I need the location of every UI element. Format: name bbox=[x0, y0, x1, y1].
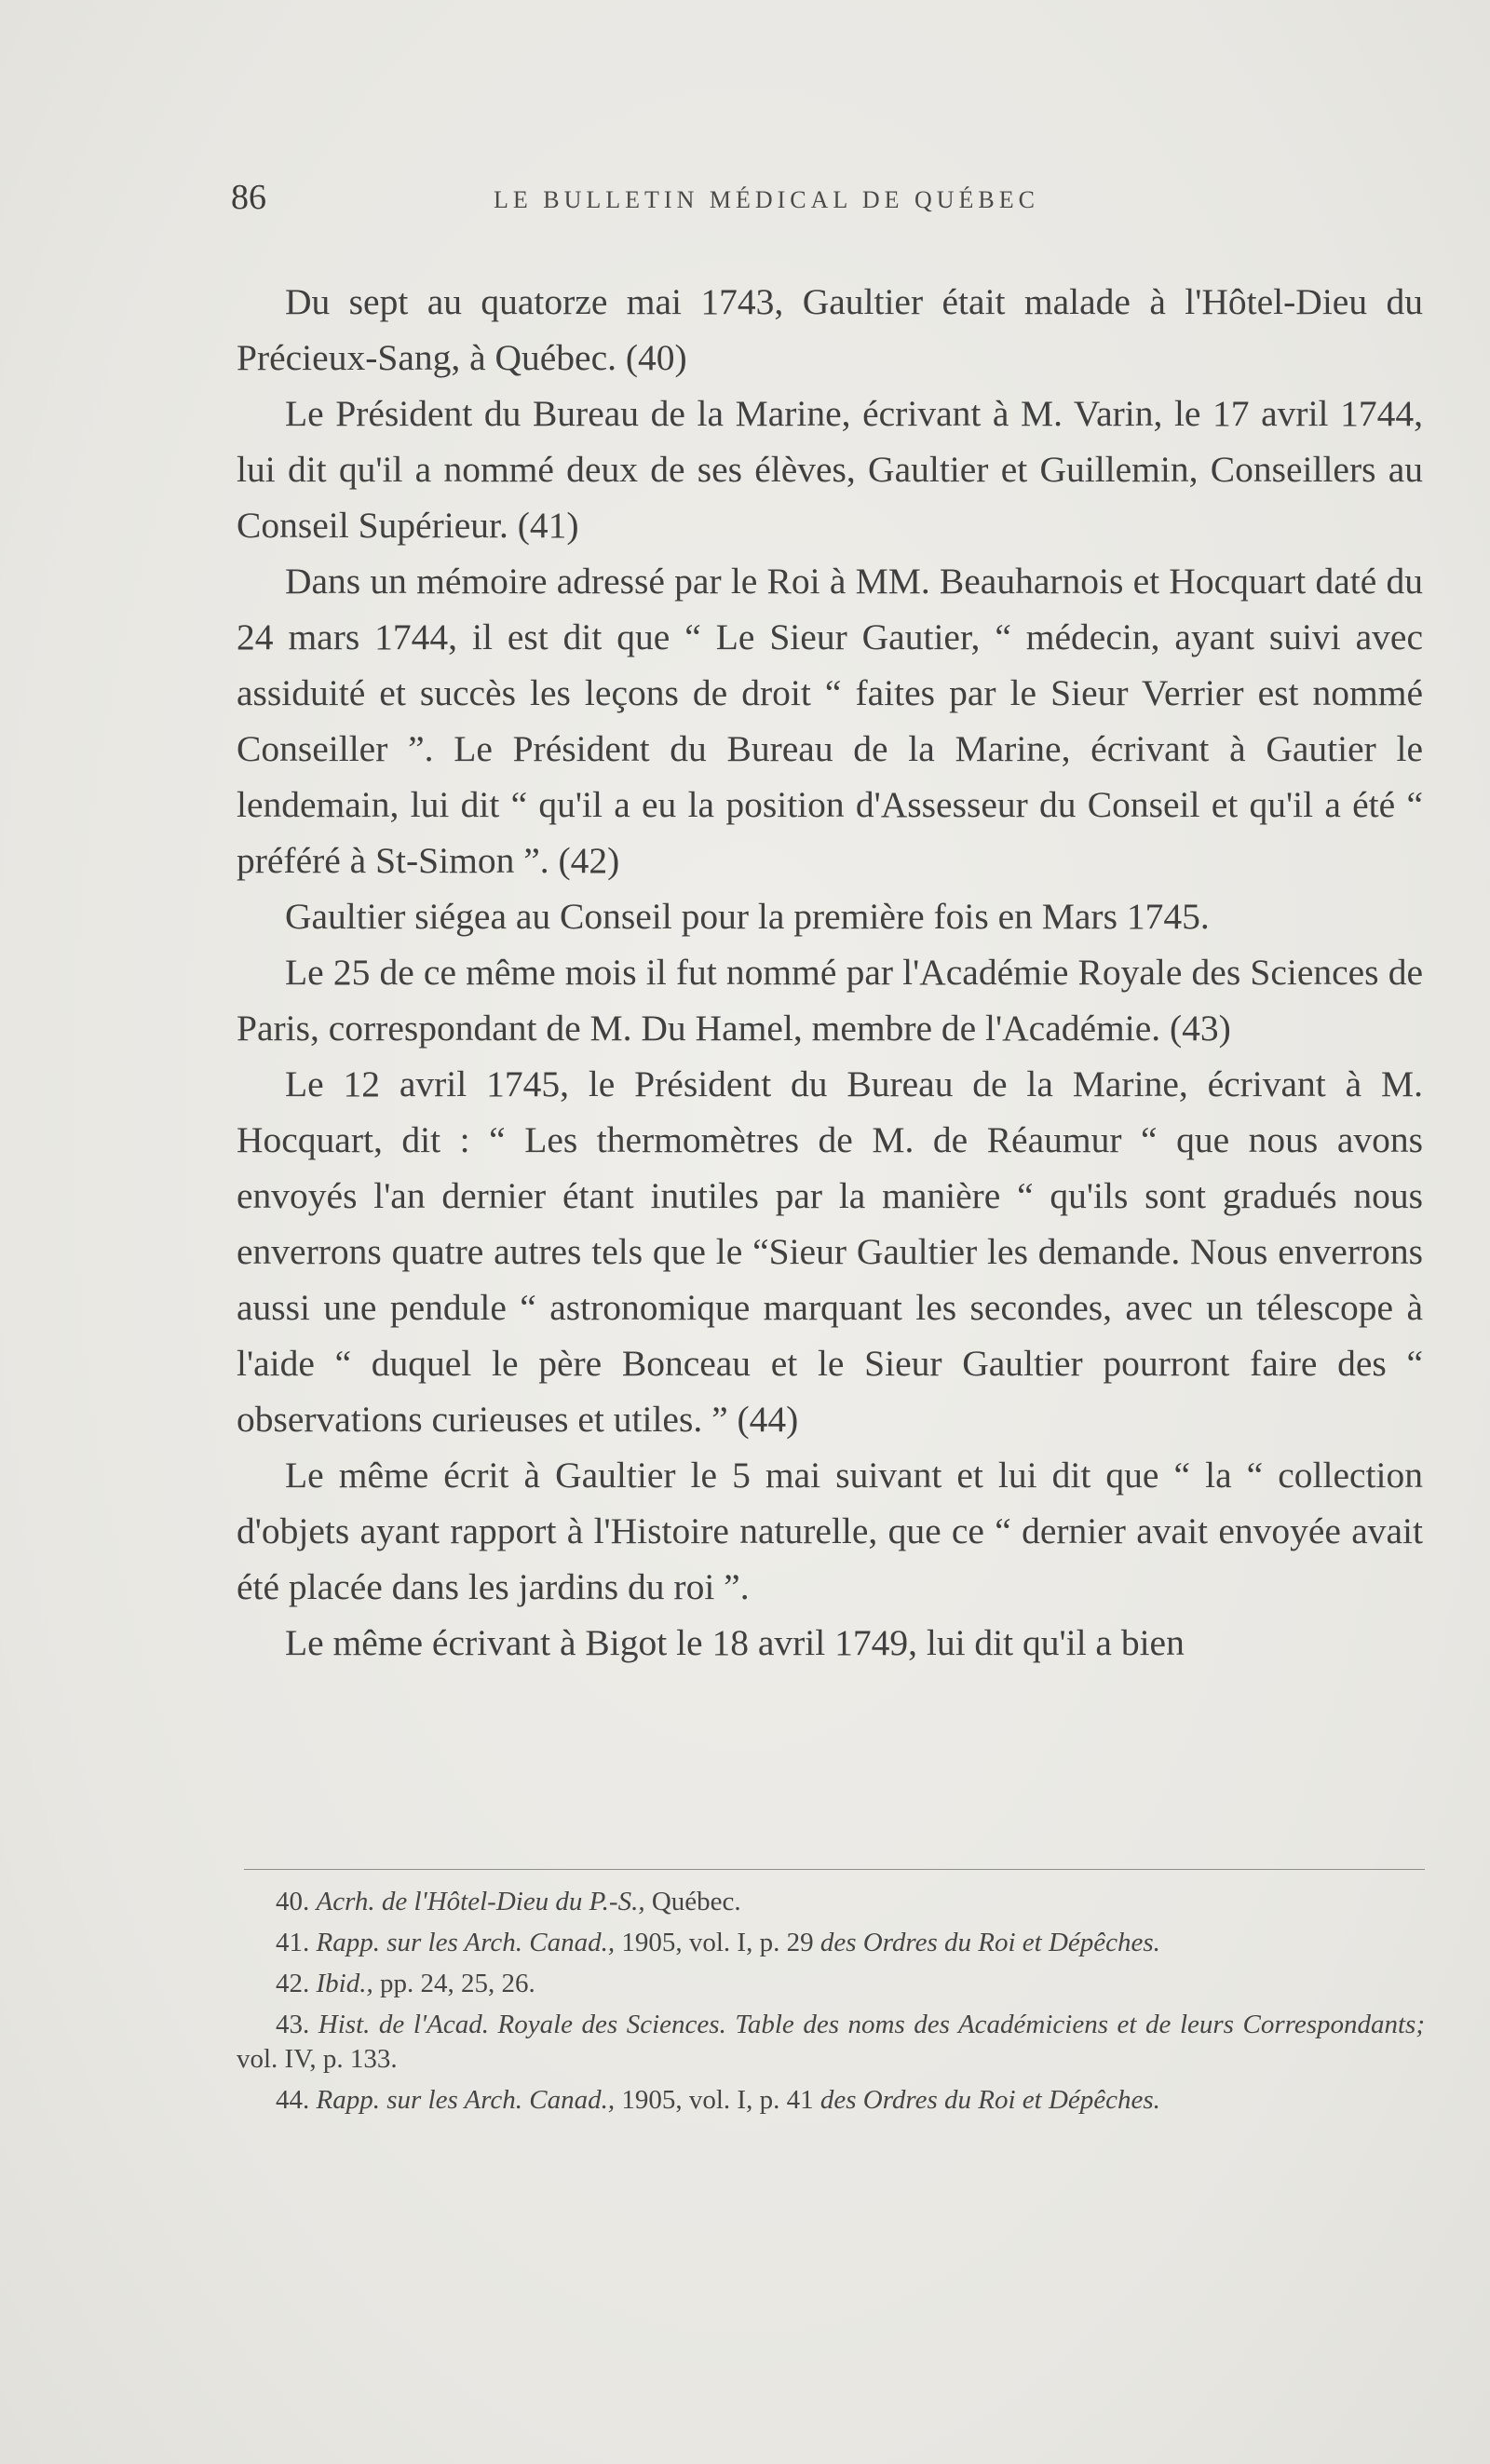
footnote-number: 42. bbox=[276, 1969, 310, 1998]
journal-title: LE BULLETIN MÉDICAL DE QUÉBEC bbox=[494, 186, 1039, 213]
paragraph: Le même écrivant à Bigot le 18 avril 1749, lui dit qu'il a bien bbox=[285, 1622, 1185, 1663]
body-text bbox=[237, 274, 1423, 1671]
footnote-source: Acrh. de l'Hôtel-Dieu du P.-S., bbox=[316, 1887, 645, 1916]
footnote-detail: 1905, vol. I, p. 41 bbox=[615, 2085, 820, 2115]
footnotes bbox=[237, 1885, 1425, 2124]
footnote-43 bbox=[237, 2008, 1425, 2077]
paragraph: Le 12 avril 1745, le Président du Bureau de la Marine, écrivant à M. Hocquart, dit : “ Les thermomètres de M. de Réaumur “ que nous avons envoyés l'an dernier étant inutiles par la manière “ qu'ils sont gradués nous enverrons quatre autres tels que le “Sieur Gaultier les demande. Nous enverrons aussi une pendule “ astronomique marquant les secondes, avec un télescope à l'aide “ duquel le père Bonceau et le Sieur Gaultier pourront faire des “ observations curieuses et utiles. ” (44) bbox=[237, 1063, 1423, 1440]
footnote-source: Rapp. sur les Arch. Canad., bbox=[316, 1928, 616, 1957]
footnote-detail: Québec. bbox=[644, 1887, 741, 1916]
footnote-number: 43. bbox=[276, 2010, 310, 2039]
footnote-detail: vol. IV, p. 133. bbox=[237, 2044, 398, 2074]
running-head bbox=[231, 177, 1423, 223]
paragraph: Le même écrit à Gaultier le 5 mai suivant et lui dit que “ la “ collection d'objets ayant rapport à l'Histoire naturelle, que ce “ dernier avait envoyée avait été placée dans les jardins du roi ”. bbox=[237, 1455, 1423, 1607]
paragraph: Dans un mémoire adressé par le Roi à MM. Beauharnois et Hocquart daté du 24 mars 1744, il est dit que “ Le Sieur Gautier, “ médecin, ayant suivi avec assiduité et succès les leçons de droit “ faites par le Sieur Verrier est nommé Conseiller ”. Le Président du Bureau de la Marine, écrivant à Gautier le lendemain, lui dit “ qu'il a eu la position d'Assesseur du Conseil et qu'il a été “ préféré à St-Simon ”. (42) bbox=[237, 561, 1423, 881]
footnote-44 bbox=[237, 2083, 1425, 2118]
footnote-41 bbox=[237, 1926, 1425, 1960]
footnote-source: Hist. de l'Acad. Royale des Sciences. Table des noms des Académiciens et de leurs Correspondants; bbox=[318, 2010, 1425, 2039]
footnote-number: 40. bbox=[276, 1887, 310, 1916]
paragraph: Le Président du Bureau de la Marine, écrivant à M. Varin, le 17 avril 1744, lui dit qu'il a nommé deux de ses élèves, Gaultier et Guillemin, Conseillers au Conseil Supérieur. (41) bbox=[237, 393, 1423, 546]
footnote-number: 44. bbox=[276, 2085, 310, 2115]
footnote-source-suffix: des Ordres du Roi et Dépêches. bbox=[820, 2085, 1160, 2115]
footnote-source: Ibid., bbox=[316, 1969, 373, 1998]
paragraph: Le 25 de ce même mois il fut nommé par l'Académie Royale des Sciences de Paris, correspondant de M. Du Hamel, membre de l'Académie. (43) bbox=[237, 952, 1423, 1049]
footnote-divider bbox=[244, 1869, 1425, 1870]
footnote-detail: pp. 24, 25, 26. bbox=[372, 1969, 535, 1998]
footnote-source-suffix: des Ordres du Roi et Dépêches. bbox=[820, 1928, 1160, 1957]
footnote-source: Rapp. sur les Arch. Canad., bbox=[316, 2085, 616, 2115]
footnote-42 bbox=[237, 1967, 1425, 2001]
paragraph: Gaultier siégea au Conseil pour la première fois en Mars 1745. bbox=[285, 896, 1210, 937]
footnote-number: 41. bbox=[276, 1928, 310, 1957]
footnote-40 bbox=[237, 1885, 1425, 1919]
footnote-detail: 1905, vol. I, p. 29 bbox=[615, 1928, 820, 1957]
page-number: 86 bbox=[231, 178, 266, 217]
paragraph: Du sept au quatorze mai 1743, Gaultier était malade à l'Hôtel-Dieu du Précieux-Sang, à Québec. (40) bbox=[237, 281, 1423, 378]
